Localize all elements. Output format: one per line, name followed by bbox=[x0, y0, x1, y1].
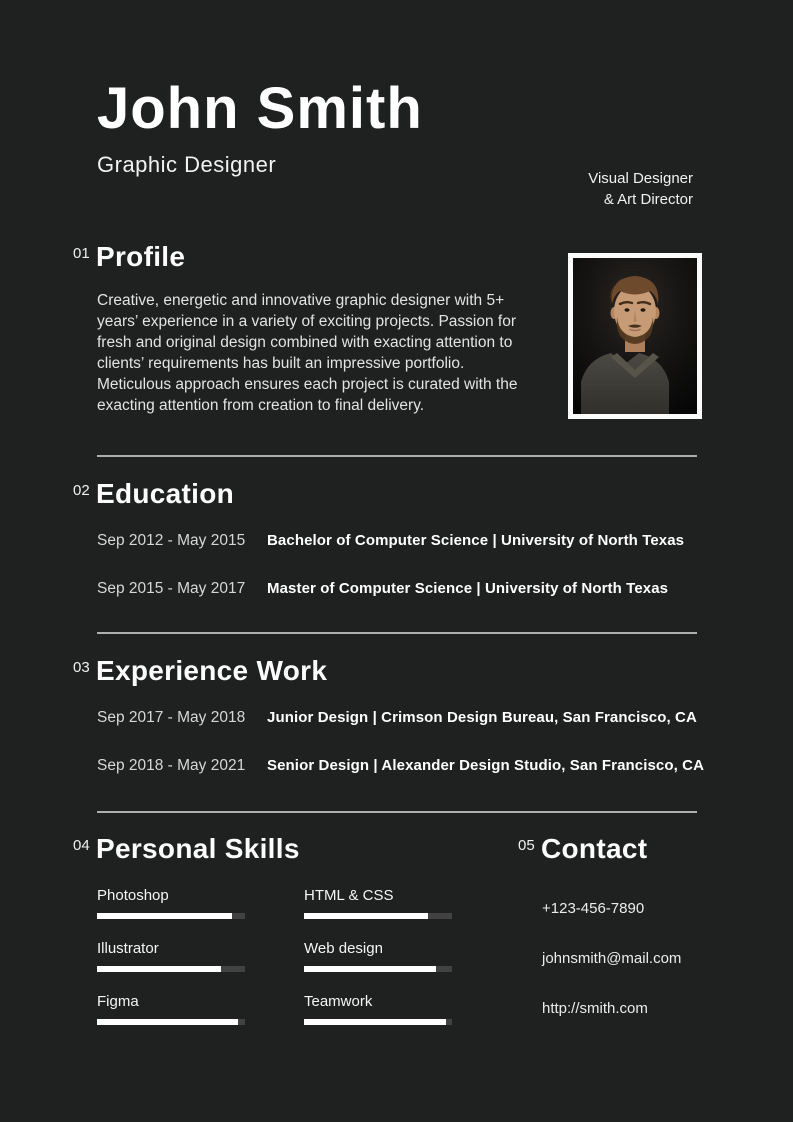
skill-item bbox=[304, 887, 452, 919]
experience-row bbox=[97, 757, 704, 775]
skill-bar-fill bbox=[97, 1019, 238, 1025]
section-number: 05 bbox=[518, 837, 535, 854]
experience-title: Experience Work bbox=[96, 655, 328, 686]
portrait-photo-illustration bbox=[573, 258, 697, 414]
skill-bar-track bbox=[97, 966, 245, 972]
section-education bbox=[73, 480, 684, 598]
education-list bbox=[97, 532, 684, 598]
skill-label: Teamwork bbox=[304, 993, 373, 1010]
skill-label: Illustrator bbox=[97, 940, 159, 957]
bottom-section bbox=[73, 835, 720, 1025]
person-job-title: Graphic Designer bbox=[97, 152, 277, 177]
section-number: 02 bbox=[73, 482, 90, 499]
contact-email[interactable]: johnsmith@mail.com bbox=[542, 950, 682, 967]
contact-heading-row bbox=[518, 835, 681, 863]
skill-bar-track bbox=[304, 1019, 452, 1025]
divider bbox=[97, 455, 697, 457]
tagline bbox=[588, 168, 693, 210]
experience-detail: Junior Design | Crimson Design Bureau, San Francisco, CA bbox=[267, 709, 697, 726]
education-dates: Sep 2015 - May 2017 bbox=[97, 580, 246, 597]
skill-item bbox=[97, 993, 245, 1025]
skill-item bbox=[304, 940, 452, 972]
skill-label: Web design bbox=[304, 940, 383, 957]
experience-dates: Sep 2017 - May 2018 bbox=[97, 709, 246, 726]
education-detail: Master of Computer Science | University of North Texas bbox=[267, 580, 669, 597]
profile-title: Profile bbox=[96, 241, 186, 272]
skills-grid bbox=[97, 887, 455, 1025]
skill-bar-fill bbox=[97, 966, 221, 972]
contact-website[interactable]: http://smith.com bbox=[542, 1000, 648, 1017]
portrait-photo bbox=[568, 253, 702, 419]
divider bbox=[97, 811, 697, 813]
section-number: 04 bbox=[73, 837, 90, 854]
experience-dates: Sep 2018 - May 2021 bbox=[97, 757, 246, 774]
header bbox=[97, 76, 423, 178]
experience-list bbox=[97, 709, 704, 775]
skill-bar-fill bbox=[304, 913, 428, 919]
tagline-line-2: & Art Director bbox=[603, 191, 693, 208]
skill-bar-track bbox=[304, 913, 452, 919]
skill-bar-fill bbox=[304, 1019, 446, 1025]
person-name: John Smith bbox=[97, 76, 423, 141]
section-experience bbox=[73, 657, 704, 775]
education-heading-row bbox=[73, 480, 684, 508]
profile-text-line: Creative, energetic and innovative graphic designer with 5+ bbox=[97, 292, 505, 309]
skills-heading-row bbox=[73, 835, 455, 863]
skill-label: Photoshop bbox=[97, 887, 169, 904]
divider bbox=[97, 632, 697, 634]
profile-heading-row bbox=[73, 243, 549, 271]
skill-bar-fill bbox=[97, 913, 232, 919]
profile-text-line: clients’ requirements has built an impressive portfolio. bbox=[97, 355, 465, 372]
contact-phone[interactable]: +123-456-7890 bbox=[542, 900, 645, 917]
skill-item bbox=[97, 887, 245, 919]
education-row bbox=[97, 532, 684, 550]
contact-list bbox=[542, 900, 681, 1018]
skill-item bbox=[304, 993, 452, 1025]
skill-bar-track bbox=[97, 913, 245, 919]
skill-bar-track bbox=[97, 1019, 245, 1025]
experience-row bbox=[97, 709, 704, 727]
section-skills bbox=[73, 835, 455, 1025]
education-detail: Bachelor of Computer Science | University of North Texas bbox=[267, 532, 685, 549]
contact-title: Contact bbox=[541, 833, 648, 864]
education-title: Education bbox=[96, 478, 235, 509]
section-number: 01 bbox=[73, 245, 90, 262]
skill-label: HTML & CSS bbox=[304, 887, 394, 904]
skills-title: Personal Skills bbox=[96, 833, 300, 864]
profile-text-line: Meticulous approach ensures each project is curated with the bbox=[97, 376, 518, 393]
profile-text-line: fresh and original design combined with exacting attention to bbox=[97, 334, 513, 351]
tagline-line-1: Visual Designer bbox=[588, 170, 693, 187]
section-profile bbox=[73, 243, 549, 416]
skill-bar-fill bbox=[304, 966, 436, 972]
profile-text-line: exacting attention from creation to final delivery. bbox=[97, 397, 425, 414]
education-row bbox=[97, 580, 684, 598]
experience-detail: Senior Design | Alexander Design Studio, San Francisco, CA bbox=[267, 757, 705, 774]
skill-item bbox=[97, 940, 245, 972]
skill-bar-track bbox=[304, 966, 452, 972]
experience-heading-row bbox=[73, 657, 704, 685]
skill-label: Figma bbox=[97, 993, 139, 1010]
section-number: 03 bbox=[73, 659, 90, 676]
section-contact bbox=[518, 835, 681, 1050]
profile-text-line: years’ experience in a variety of exciting projects. Passion for bbox=[97, 313, 516, 330]
profile-text bbox=[97, 290, 549, 416]
education-dates: Sep 2012 - May 2015 bbox=[97, 532, 246, 549]
